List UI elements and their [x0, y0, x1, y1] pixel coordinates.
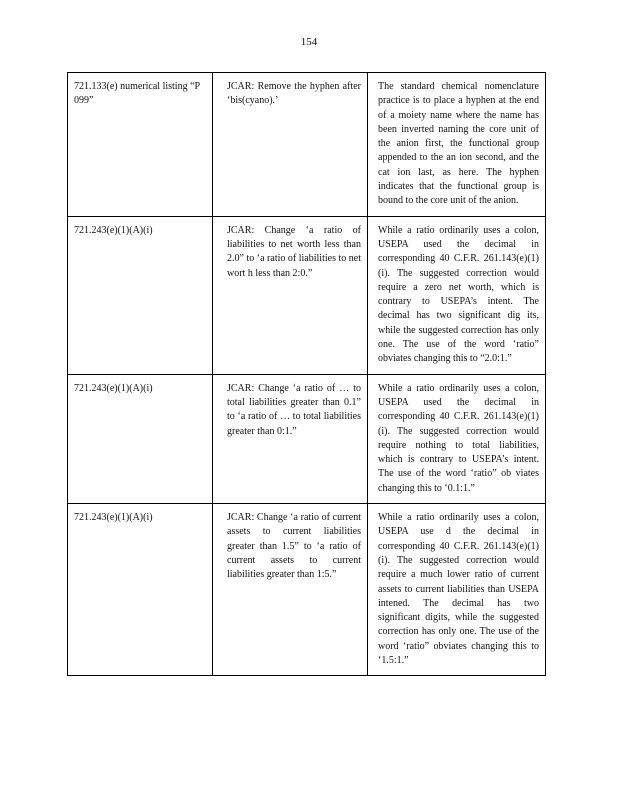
change-cell: JCAR: Change ‘a ratio of liabilities to net worth less than 2.0” to ‘a ratio of liabilities to net wort h less than 2:0.” — [213, 216, 368, 374]
note-cell: The standard chemical nomenclature practice is to place a hyphen at the end of a moiety name where the name has been inverted naming the core unit of the anion first, the functional group appended to the an ion second, and the cat ion last, as here. The hyphen indicates that the functional group is bound to the core unit of the anion. — [368, 73, 546, 217]
table-row — [68, 374, 546, 503]
note-cell: While a ratio ordinarily uses a colon, USEPA use d the decimal in corresponding 40 C.F.R. 261.143(e)(1)(i). The suggested correction would require a much lower ratio of current assets to current liabilities than USEPA intened. The decimal has two significant digits, while the suggested correction has only one. The use of the word ‘ratio” obviates changing this to ‘1.5:1.” — [368, 504, 546, 676]
page-number: 154 — [300, 36, 318, 48]
note-cell: While a ratio ordinarily uses a colon, USEPA used the decimal in corresponding 40 C.F.R. 261.143(e)(1)(i). The suggested correction would require a zero net worth, which is contrary to USEPA’s intent. The decimal has two significant dig its, while the suggested correction has only one. The use of the word ‘ratio” obviates changing this to “2.0:1.” — [368, 216, 546, 374]
corrections-table — [67, 72, 546, 676]
section-cell: 721.133(e) numerical listing “P 099” — [68, 73, 213, 217]
table-row — [68, 73, 546, 217]
table-row — [68, 504, 546, 676]
change-cell: JCAR: Change ‘a ratio of … to total liabilities greater than 0.1” to ‘a ratio of … to total liabilities greater than 0:1.” — [213, 374, 368, 503]
table-row — [68, 216, 546, 374]
section-cell: 721.243(e)(1)(A)(i) — [68, 216, 213, 374]
change-cell: JCAR: Change ‘a ratio of current assets to current liabilities greater than 1.5” to ‘a ratio of current assets to current liabilities greater than 1:5.” — [213, 504, 368, 676]
section-cell: 721.243(e)(1)(A)(i) — [68, 374, 213, 503]
section-cell: 721.243(e)(1)(A)(i) — [68, 504, 213, 676]
change-cell: JCAR: Remove the hyphen after ‘bis(cyano).’ — [213, 73, 368, 217]
note-cell: While a ratio ordinarily uses a colon, USEPA used the decimal in corresponding 40 C.F.R. 261.143(e)(1)(i). The suggested correction would require nothing to total liabilities, which is contrary to USEPA’s intent. The use of the word ‘ratio” ob viates changing this to ‘0.1:1.” — [368, 374, 546, 503]
